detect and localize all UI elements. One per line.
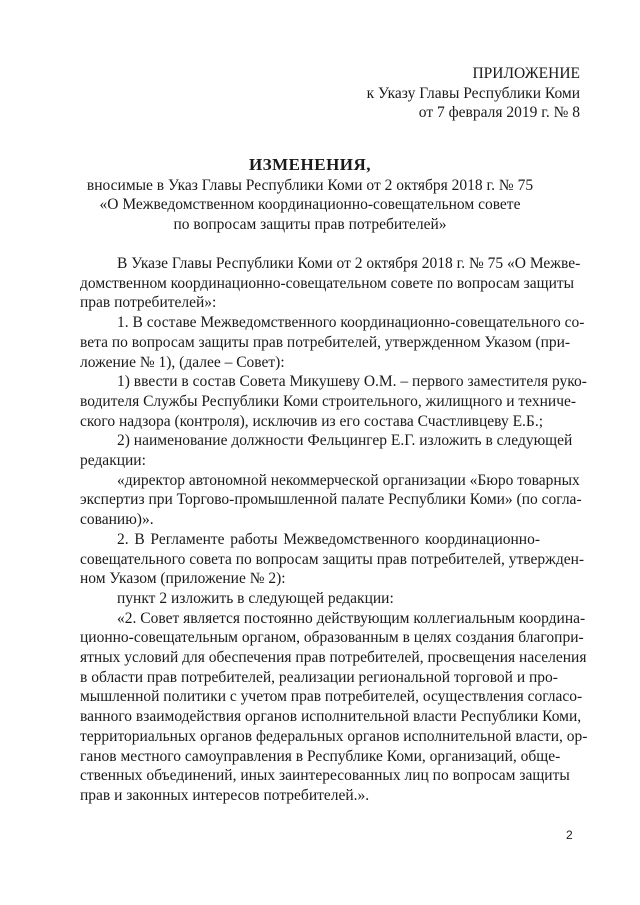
document-title-block	[80, 155, 540, 235]
document-subtitle-line-3: по вопросам защиты прав потребителей»	[173, 216, 447, 234]
appendix-decree-ref: к Указу Главы Республики Коми	[366, 84, 580, 102]
body-line: домственном координационно-совещательном совете по вопросам защиты	[80, 274, 575, 292]
body-line: вета по вопросам защиты прав потребителей, утвержденном Указом (при-	[80, 333, 571, 351]
document-body	[80, 254, 588, 806]
body-line: «2. Совет является постоянно действующим коллегиальным координа-	[117, 609, 586, 627]
document-title: ИЗМЕНЕНИЯ,	[248, 155, 372, 174]
body-line: ванного взаимодействия органов исполнительной власти Республики Коми,	[80, 708, 582, 726]
document-subtitle-line-1: вносимые в Указ Главы Республики Коми от 2 октября 2018 г. № 75	[86, 176, 534, 194]
appendix-label: ПРИЛОЖЕНИЕ	[472, 65, 580, 82]
body-line: В Указе Главы Республики Коми от 2 октября 2018 г. № 75 «О Межве-	[117, 255, 581, 272]
body-line: ганов местного самоуправления в Республике Коми, организаций, обще-	[80, 747, 561, 765]
body-line: ятных условий для обеспечения прав потребителей, просвещения населения	[80, 649, 587, 667]
body-line: сованию)».	[80, 511, 154, 529]
body-line: 1. В составе Межведомственного координационно-совещательного со-	[117, 314, 585, 332]
body-line: 2) наименование должности Фельцингер Е.Г. изложить в следующей	[117, 432, 573, 450]
body-line: редакции:	[80, 452, 146, 470]
body-line: мышленной политики с учетом прав потребителей, осуществления согласо-	[80, 688, 583, 706]
body-line: пункт 2 изложить в следующей редакции:	[117, 589, 394, 607]
body-line: совещательного совета по вопросам защиты прав потребителей, утвержден-	[80, 550, 585, 568]
body-line: ственных объединений, иных заинтересованных лиц по вопросам защиты	[80, 767, 570, 785]
body-line: ном Указом (приложение № 2):	[80, 570, 286, 588]
body-line: 1) ввести в состав Совета Микушеву О.М. – первого заместителя руко-	[117, 373, 587, 391]
body-line: ского надзора (контроля), исключив из его состава Счастливцеву Е.Б.;	[80, 412, 544, 430]
appendix-decree-date: от 7 февраля 2019 г. № 8	[418, 104, 580, 122]
appendix-header	[367, 64, 580, 123]
body-line: «директор автономной некоммерческой организации «Бюро товарных	[117, 471, 580, 489]
body-line: прав потребителей»:	[80, 294, 217, 312]
page-number: 2	[566, 828, 573, 842]
body-line: прав и законных интересов потребителей.».	[80, 786, 370, 804]
body-line: ложение № 1), (далее – Совет):	[80, 353, 285, 371]
body-line: территориальных органов федеральных органов исполнительной власти, ор-	[80, 727, 588, 745]
body-line: водителя Службы Республики Коми строительного, жилищного и техниче-	[80, 392, 577, 410]
body-line: 2. В Регламенте работы Межведомственного координационно-	[117, 530, 540, 548]
body-line: в области прав потребителей, реализации региональной торговой и про-	[80, 668, 558, 686]
body-line: ционно-совещательным органом, образованным в целях создания благопри-	[80, 629, 584, 647]
body-line: экспертиз при Торгово-промышленной палате Республики Коми» (по согла-	[80, 491, 582, 509]
document-subtitle-line-2: «О Межведомственном координационно-совещательном совете	[99, 196, 521, 214]
